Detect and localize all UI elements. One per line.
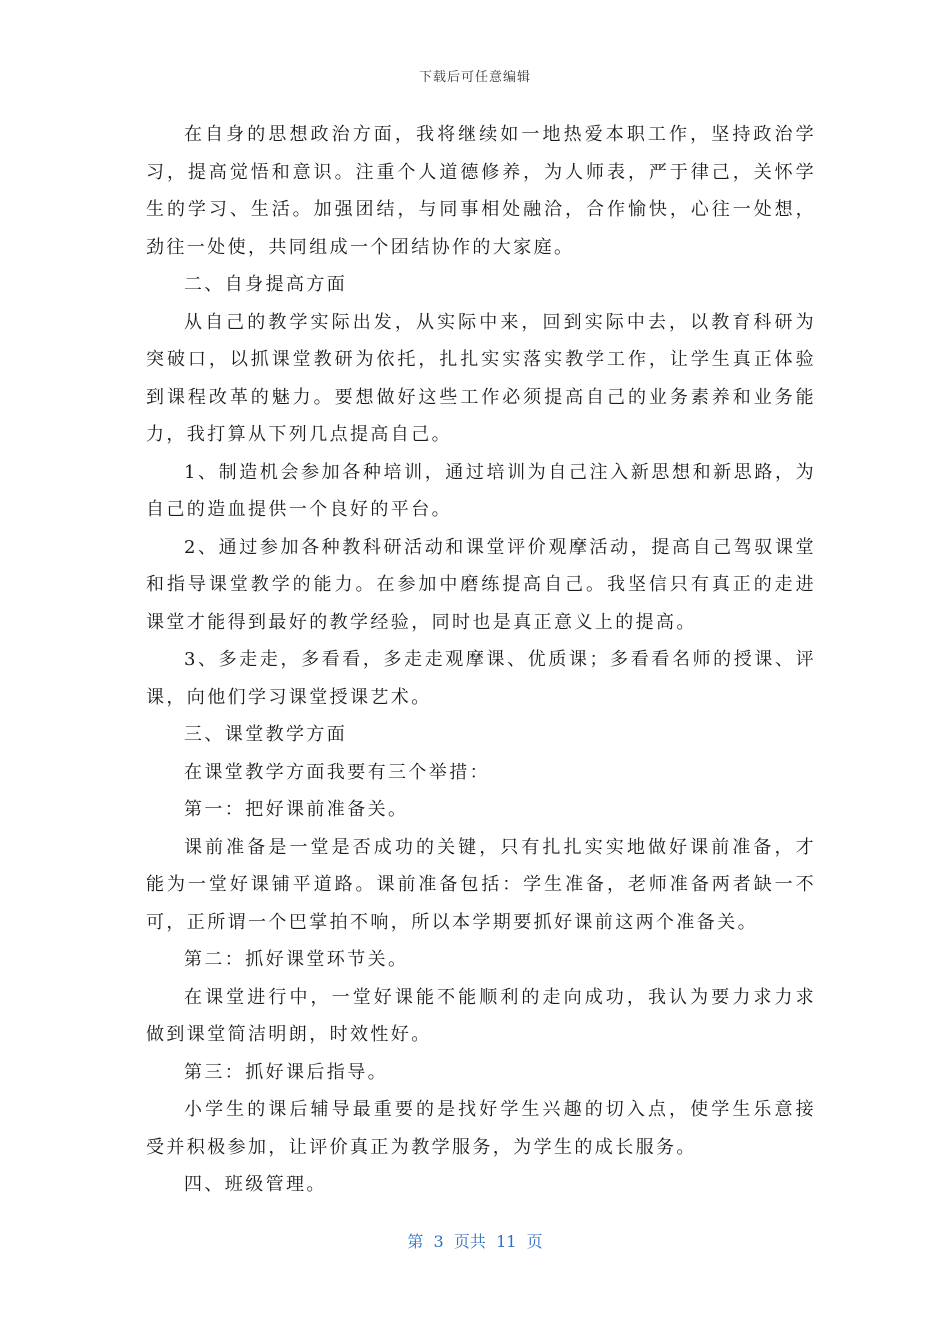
list-item: 2、通过参加各种教科研活动和课堂评价观摩活动，提高自己驾驭课堂和指导课堂教学的能力。在参加中磨练提高自己。我坚信只有真正的走进课堂才能得到最好的教学经验，同时也是真正意义上的提高。 (146, 536, 816, 633)
page-number-footer: 第 3 页共 11 页 (407, 1232, 543, 1251)
list-item: 3、多走走，多看看，多走走观摩课、优质课；多看看名师的授课、评课，向他们学习课堂授课艺术。 (146, 649, 816, 708)
subheading: 第三：抓好课后指导。 (184, 1061, 388, 1083)
paragraph: 在课堂进行中，一堂好课能不能顺利的走向成功，我认为要力求力求做到课堂简洁明朗，时效性好。 (146, 986, 816, 1045)
page-header: 下载后可任意编辑 (418, 70, 531, 85)
paragraph: 从自己的教学实际出发，从实际中来，回到实际中去，以教育科研为突破口，以抓课堂教研为依托，扎扎实实落实教学工作，让学生真正体验到课程改革的魅力。要想做好这些工作必须提高自己的业务素养和业务能力，我打算从下列几点提高自己。 (146, 311, 816, 445)
list-item: 1、制造机会参加各种培训，通过培训为自己注入新思想和新思路，为自己的造血提供一个良好的平台。 (146, 461, 816, 520)
subheading: 第二：抓好课堂环节关。 (184, 949, 409, 970)
paragraph: 在自身的思想政治方面，我将继续如一地热爱本职工作，坚持政治学习，提高觉悟和意识。注重个人道德修养，为人师表，严于律己，关怀学生的学习、生活。加强团结，与同事相处融洽，合作愉快，心往一处想，劲往一处使，共同组成一个团结协作的大家庭。 (146, 124, 816, 258)
section-heading: 四、班级管理。 (184, 1174, 327, 1195)
section-heading: 二、自身提高方面 (184, 274, 348, 295)
paragraph: 课前准备是一堂是否成功的关键，只有扎扎实实地做好课前准备，才能为一堂好课铺平道路。课前准备包括：学生准备，老师准备两者缺一不可，正所谓一个巴掌拍不响，所以本学期要抓好课前这两个准备关。 (146, 836, 816, 933)
paragraph: 在课堂教学方面我要有三个举措： (184, 761, 490, 783)
section-heading: 三、课堂教学方面 (184, 724, 348, 745)
subheading: 第一：把好课前准备关。 (184, 799, 409, 820)
document-body (146, 116, 816, 1204)
paragraph: 小学生的课后辅导最重要的是找好学生兴趣的切入点，使学生乐意接受并积极参加，让评价真正为教学服务，为学生的成长服务。 (146, 1099, 816, 1158)
